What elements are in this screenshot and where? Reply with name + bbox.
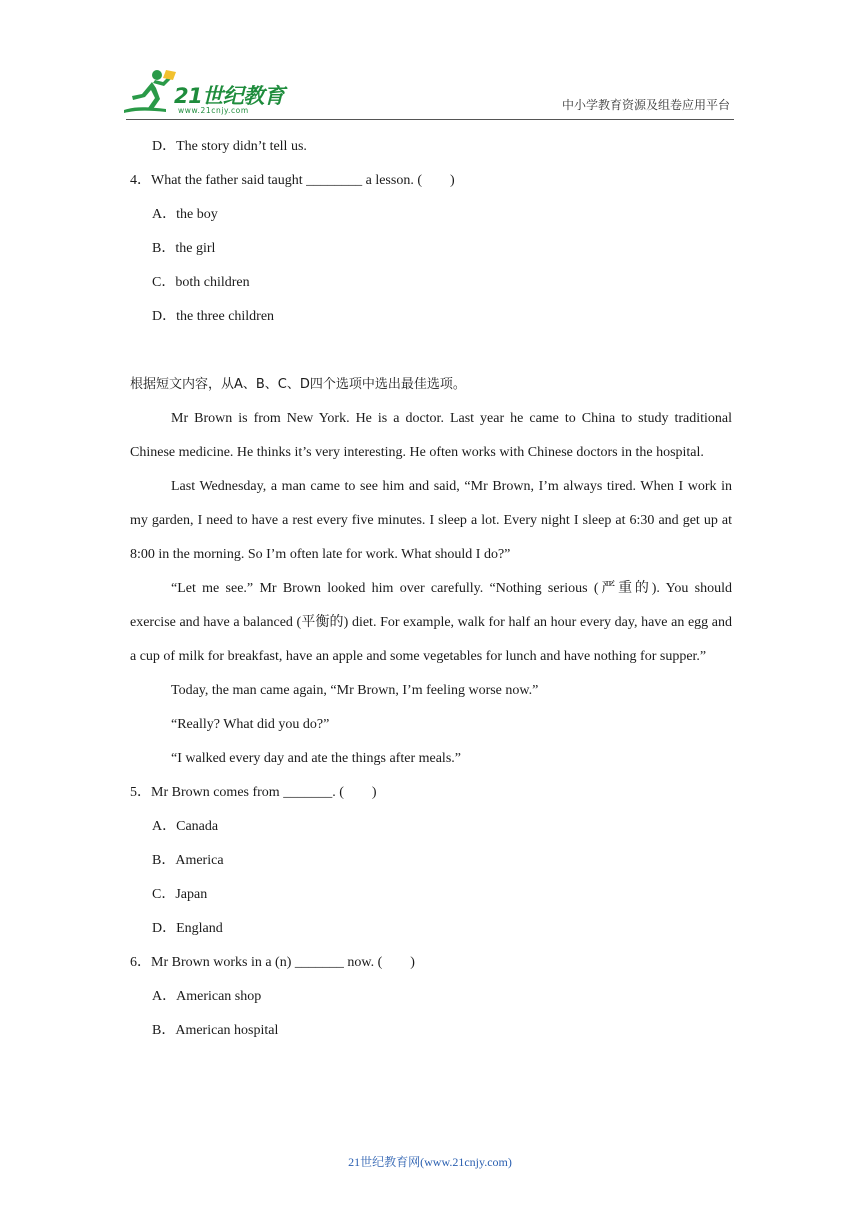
reading-instruction: 根据短文内容，从A、B、C、D四个选项中选出最佳选项。: [130, 377, 466, 392]
logo-text: 21世纪教育: [174, 84, 285, 108]
q5-option-c: C．Japan: [152, 887, 208, 902]
runner-logo-icon: [122, 66, 182, 118]
document-body: [130, 130, 732, 1048]
header-divider: [126, 119, 734, 120]
q4-stem: 4．What the father said taught ________ a lesson. ( ): [130, 173, 455, 188]
passage-paragraph-2: Last Wednesday, a man came to see him and said, “Mr Brown, I’m always tired. When I work in my garden, I need to have a rest every five minutes. I sleep a lot. Every night I sleep at 6:30 and get up at 8:00 in the morning. So I’m often late for work. What should I do?”: [130, 479, 732, 562]
q5-option-d: D．England: [152, 921, 223, 936]
logo-url: www.21cnjy.com: [178, 106, 249, 115]
q3-option-d: D．The story didn’t tell us.: [152, 139, 307, 154]
header-tagline: 中小学教育资源及组卷应用平台: [561, 98, 730, 112]
passage-paragraph-3: “Let me see.” Mr Brown looked him over carefully. “Nothing serious (严重的). You should exercise and have a balanced (平衡的) diet. For example, walk for half an hour every day, have an egg and a cup of milk for breakfast, have an apple and some vegetables for lunch and have nothing for supper.”: [130, 581, 732, 664]
passage-paragraph-1: Mr Brown is from New York. He is a doctor. Last year he came to China to study traditional Chinese medicine. He thinks it’s very interesting. He often works with Chinese doctors in the hospital.: [130, 411, 732, 460]
site-logo[interactable]: [122, 66, 292, 118]
q4-option-b: B．the girl: [152, 241, 216, 256]
section-gap: [130, 334, 732, 368]
page-footer[interactable]: 21世纪教育网(www.21cnjy.com): [348, 1155, 512, 1169]
q4-option-a: A．the boy: [152, 207, 218, 222]
q5-option-b: B．America: [152, 853, 224, 868]
q5-option-a: A．Canada: [152, 819, 219, 834]
q6-option-a: A．American shop: [152, 989, 262, 1004]
page-header: [0, 0, 860, 126]
q6-option-b: B．American hospital: [152, 1023, 279, 1038]
passage-paragraph-4: Today, the man came again, “Mr Brown, I’m feeling worse now.”: [171, 683, 539, 698]
q6-stem: 6．Mr Brown works in a (n) _______ now. ( ): [130, 955, 415, 970]
q4-option-c: C．both children: [152, 275, 250, 290]
passage-paragraph-6: “I walked every day and ate the things after meals.”: [171, 751, 461, 766]
q4-option-d: D．the three children: [152, 309, 275, 324]
passage-paragraph-5: “Really? What did you do?”: [171, 717, 330, 732]
q5-stem: 5．Mr Brown comes from _______. ( ): [130, 785, 377, 800]
